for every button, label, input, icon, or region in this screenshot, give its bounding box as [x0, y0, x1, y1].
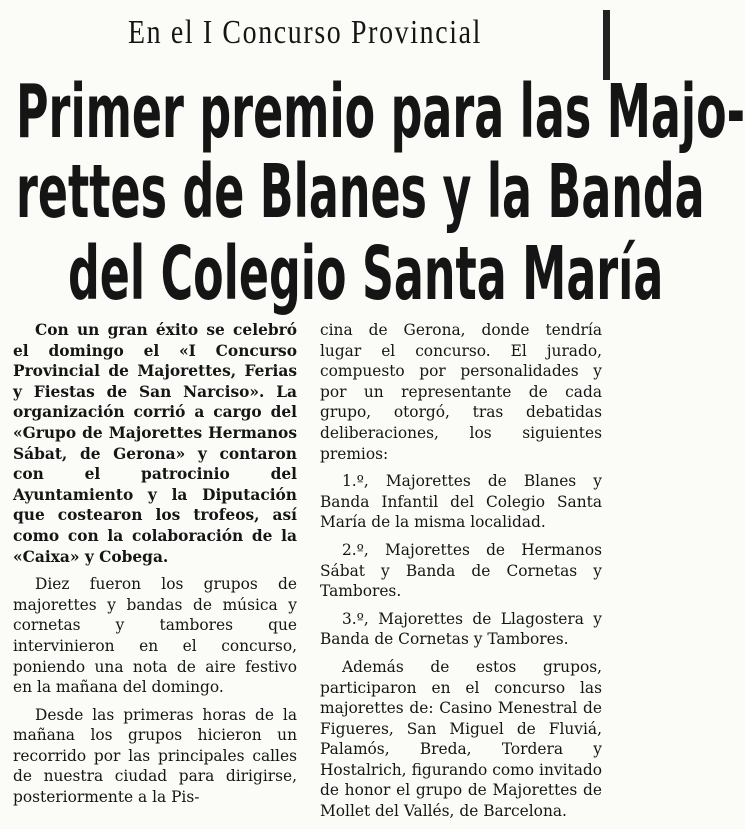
prize-second: 2.º, Majorettes de Hermanos Sábat y Banda de Cornetas y Tambores.	[320, 540, 602, 601]
body-paragraph: Además de estos grupos, participaron en el concurso las majorettes de: Casino Menestral de Figueres, San Miguel de Fluviá, Palamós, Breda, Tordera y Hostalrich, figurando como invitado de honor el grupo de Majorettes de Mollet del Vallés, de Barcelona.	[320, 657, 602, 821]
prize-third: 3.º, Majorettes de Llagostera y Banda de Cornetas y Tambores.	[320, 609, 602, 649]
body-paragraph-continued: cina de Gerona, donde tendría lugar el concurso. El jurado, compuesto por personalidades y por un representante de cada grupo, otorgó, tras debatidas deliberaciones, los siguientes premios:	[320, 321, 602, 463]
body-paragraph: Diez fueron los grupos de majorettes y bandas de música y cornetas y tambores que intervinieron en el concurso, poniendo una nota de aire festivo en la mañana del domingo.	[13, 575, 297, 697]
body-column-right	[320, 320, 602, 829]
body-paragraph: Desde las primeras horas de la mañana los grupos hicieron un recorrido por las principales calles de nuestra ciudad para dirigirse, posteriormente a la Pis-	[13, 705, 297, 807]
article-kicker: En el I Concurso Provincial	[127, 14, 482, 51]
headline-line-2: rettes de Blanes y la Banda	[16, 149, 705, 235]
prize-first: 1.º, Majorettes de Blanes y Banda Infantil del Colegio Santa María de la misma localidad.	[320, 472, 602, 532]
body-column-left	[13, 320, 297, 815]
headline-line-1: Primer premio para las Majo-	[16, 69, 745, 155]
headline-line-3: del Colegio Santa María	[68, 231, 664, 317]
lead-paragraph: Con un gran éxito se celebró el domingo el «I Concurso Provincial de Majorettes, Ferias y Fiestas de San Narciso». La organización corrió a cargo del «Grupo de Majorettes Hermanos Sábat, de Gerona» y contaron con el patrocinio del Ayuntamiento y la Diputación que costearon los trofeos, así como con la colaboración de la «Caixa» y Cobega.	[13, 321, 297, 566]
